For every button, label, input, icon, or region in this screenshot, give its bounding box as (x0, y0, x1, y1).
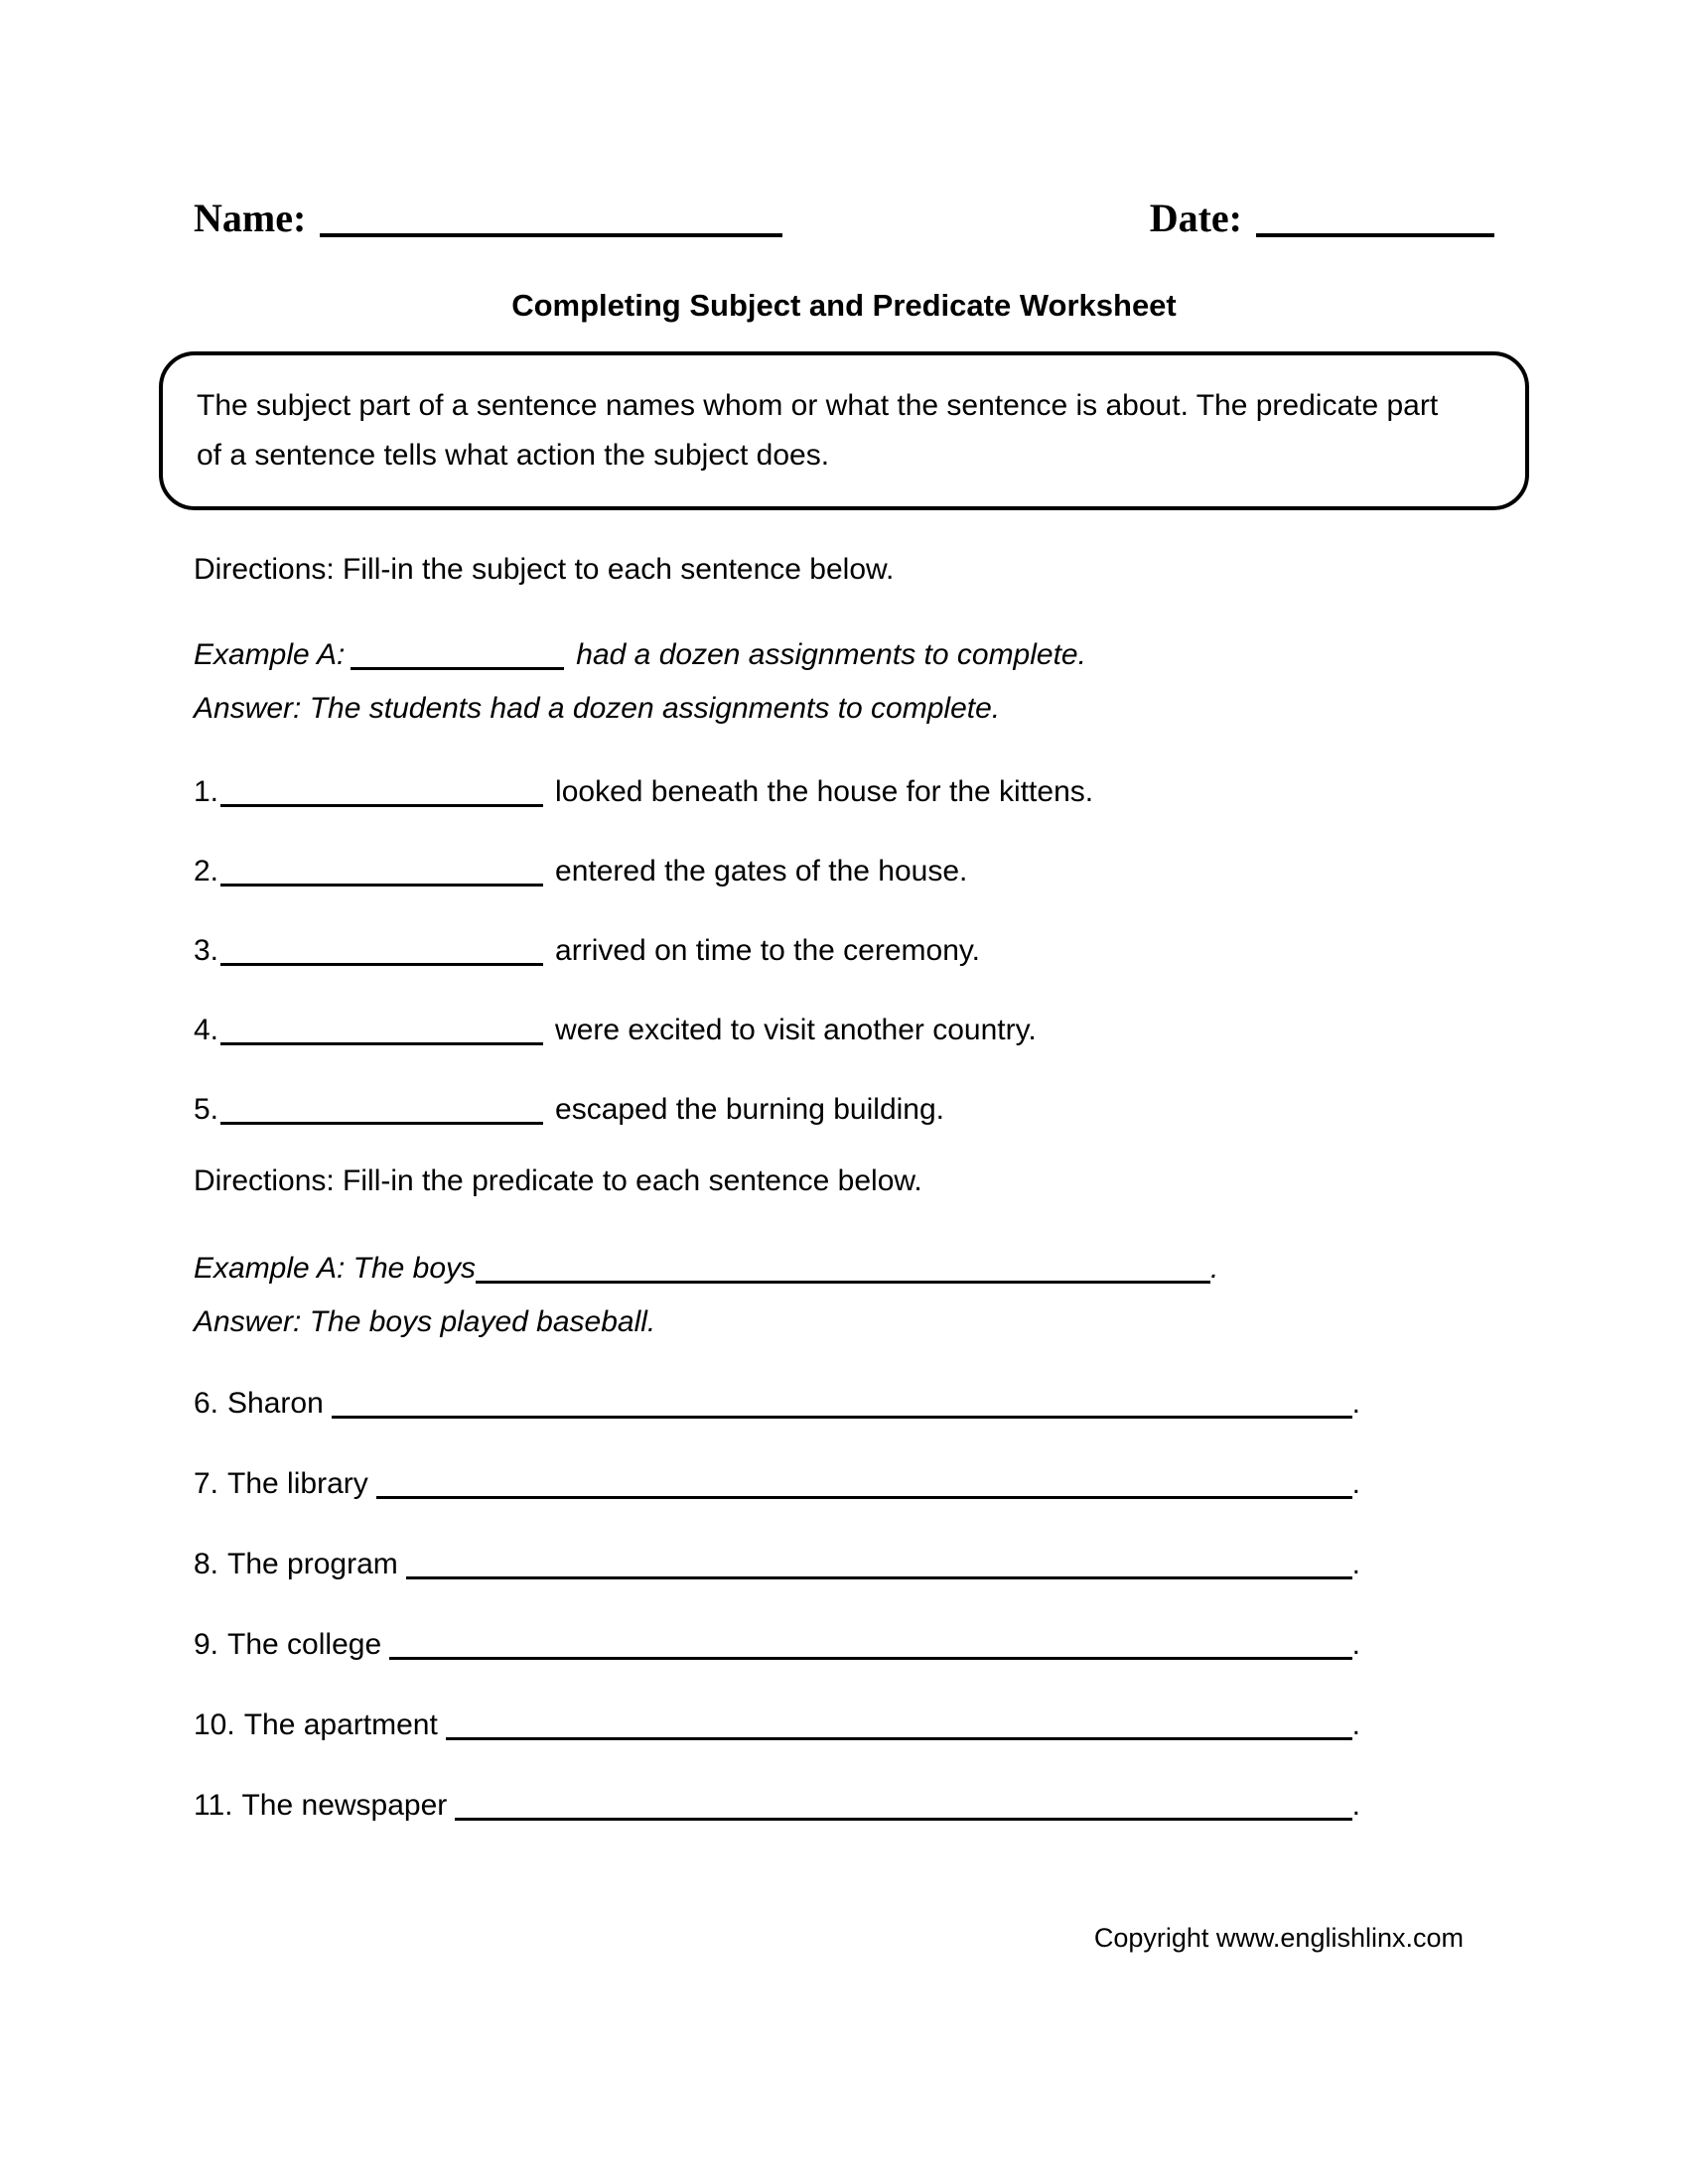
subject-fill-blank (220, 804, 543, 807)
item-number: 11. (194, 1789, 233, 1822)
item-number: 2. (194, 855, 219, 887)
predicate-example-period: . (1210, 1252, 1219, 1285)
predicate-directions: Directions: Fill-in the predicate to each sentence below. (194, 1164, 922, 1197)
predicate-fill-blank (389, 1657, 1352, 1660)
predicate-fill-blank (406, 1576, 1352, 1579)
item-period: . (1351, 1548, 1360, 1580)
worksheet-item-11 (194, 1786, 1360, 1826)
item-number: 10. (194, 1708, 235, 1741)
worksheet-item-4 (194, 1011, 1494, 1050)
item-number: 8. (194, 1548, 219, 1580)
item-number: 7. (194, 1467, 219, 1500)
item-number: 9. (194, 1628, 219, 1661)
item-text: The program (227, 1548, 398, 1580)
item-text: escaped the burning building. (555, 1093, 944, 1126)
item-text: The library (227, 1467, 368, 1500)
predicate-fill-blank (332, 1416, 1352, 1419)
predicate-fill-blank (376, 1496, 1352, 1499)
header-row (194, 0, 1494, 242)
predicate-example-line (194, 1249, 1494, 1289)
item-text: The apartment (243, 1708, 438, 1741)
worksheet-item-7 (194, 1464, 1360, 1504)
predicate-example-prefix: Example A: The boys (194, 1252, 477, 1285)
copyright-text: Copyright www.englishlinx.com (1093, 1923, 1464, 1953)
subject-example-line (194, 635, 1494, 675)
predicate-fill-blank (446, 1737, 1352, 1740)
item-number: 3. (194, 934, 219, 967)
item-text: The college (227, 1628, 382, 1661)
name-label: Name: (194, 196, 307, 240)
date-field (1150, 195, 1494, 242)
worksheet-item-9 (194, 1625, 1360, 1665)
item-period: . (1351, 1628, 1360, 1661)
worksheet-item-10 (194, 1706, 1360, 1745)
subject-example-prefix: Example A: (194, 638, 346, 671)
item-period: . (1351, 1387, 1360, 1420)
item-period: . (1351, 1708, 1360, 1741)
page-title: Completing Subject and Predicate Worksheet (511, 288, 1177, 323)
predicate-fill-blank (455, 1818, 1351, 1821)
subject-answer-line: Answer: The students had a dozen assignments to complete. (194, 692, 1001, 725)
subject-fill-blank (220, 1122, 543, 1125)
item-text: entered the gates of the house. (555, 855, 968, 887)
item-text: arrived on time to the ceremony. (555, 934, 980, 967)
subject-fill-blank (220, 963, 543, 966)
item-number: 4. (194, 1014, 219, 1046)
item-period: . (1351, 1467, 1360, 1500)
date-label: Date: (1149, 196, 1242, 240)
definition-text: The subject part of a sentence names whom or what the sentence is about. The predicate part of a sentence tells what action the subject does. (197, 389, 1439, 472)
item-text: were excited to visit another country. (555, 1014, 1037, 1046)
worksheet-item-6 (194, 1384, 1360, 1424)
item-text: looked beneath the house for the kittens. (555, 775, 1094, 808)
subject-fill-blank (220, 1042, 543, 1045)
name-field (194, 195, 782, 242)
predicate-answer-line: Answer: The boys played baseball. (194, 1305, 656, 1338)
worksheet-item-8 (194, 1545, 1360, 1584)
name-fill-blank (320, 233, 782, 237)
item-number: 5. (194, 1093, 219, 1126)
date-fill-blank (1256, 233, 1494, 237)
item-text: The newspaper (241, 1789, 448, 1822)
item-number: 6. (194, 1387, 219, 1420)
item-text: Sharon (227, 1387, 324, 1420)
subject-example-suffix: had a dozen assignments to complete. (576, 638, 1086, 671)
definition-box (159, 351, 1529, 510)
item-number: 1. (194, 775, 219, 808)
predicate-example-blank (476, 1281, 1210, 1284)
subject-fill-blank (220, 884, 543, 887)
worksheet-item-3 (194, 931, 1494, 971)
worksheet-item-1 (194, 772, 1494, 812)
item-period: . (1351, 1789, 1360, 1822)
subject-directions: Directions: Fill-in the subject to each sentence below. (194, 553, 895, 586)
subject-example-blank (351, 667, 564, 670)
worksheet-item-2 (194, 852, 1494, 891)
worksheet-item-5 (194, 1090, 1494, 1130)
